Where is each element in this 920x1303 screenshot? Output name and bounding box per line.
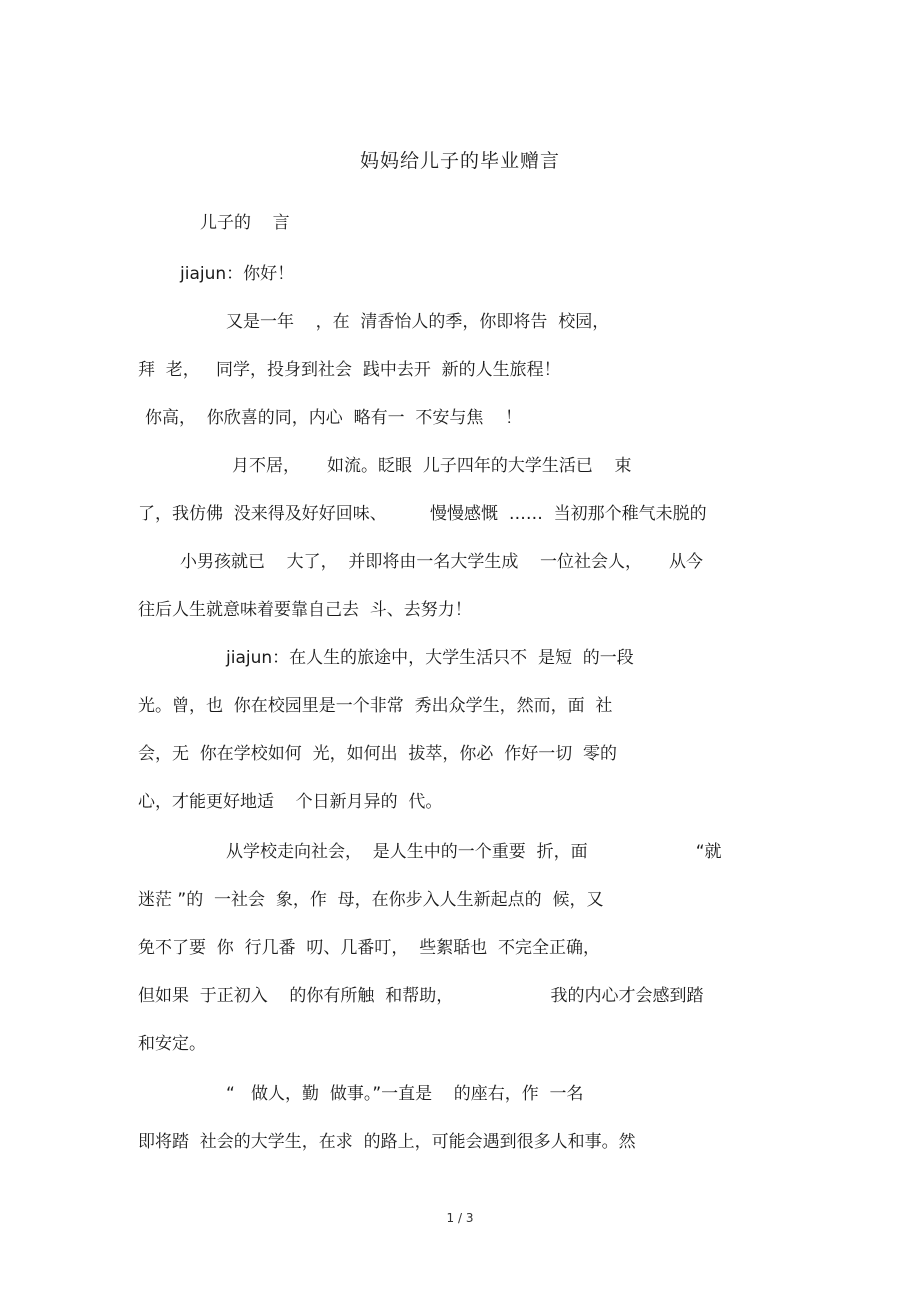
body-line: 但如果 于正初入 的你有所触 和帮助， 我的内心才会感到踏 [138, 986, 704, 1006]
body-line: 心，才能更好地适 个日新月异的 代。 [138, 792, 443, 812]
greeting-line: jiajun：你好！ [180, 264, 295, 284]
body-line: 了，我仿佛 没来得及好好回味、 慢慢感慨 …… 当初那个稚气未脱的 [138, 504, 707, 524]
body-line: jiajun：在人生的旅途中，大学生活只不 是短 的一段 [226, 648, 634, 668]
body-line: 免不了要 你 行几番 叨、几番叮， 些絮聒也 不完全正确， [138, 938, 601, 958]
body-line: 你高， 你欣喜的同，内心 略有一 不安与焦 ！ [145, 408, 523, 428]
body-line: 迷茫 ”的 一社会 象，作 母，在你步入人生新起点的 候，又 [138, 890, 604, 910]
body-line: “ 做人，勤 做事。”一直是 的座右，作 一名 [226, 1084, 584, 1104]
salutation-heading: 儿子的 言 [200, 213, 290, 233]
document-title: 妈妈给儿子的毕业赠言 [359, 150, 560, 172]
page-number: 1 / 3 [446, 1211, 474, 1225]
body-line: 拜 老， 同学，投身到社会 践中去开 新的人生旅程！ [138, 360, 561, 380]
body-line: 月不居， 如流。眨眼 儿子四年的大学生活已 束 [232, 456, 632, 476]
body-line: 往后人生就意味着要靠自己去 斗、去努力！ [138, 600, 472, 620]
body-line: 又是一年 ，在 清香怡人的季，你即将告 校园， [226, 312, 610, 332]
body-line: 光。曾，也 你在校园里是一个非常 秀出众学生，然而，面 社 [138, 696, 613, 716]
body-line: 和安定。 [138, 1034, 206, 1054]
body-line: 会，无 你在学校如何 光，如何出 拔萃，你必 作好一切 零的 [138, 744, 618, 764]
body-line: 小男孩就已 大了， 并即将由一名大学生成 一位社会人， 从今 [180, 552, 704, 572]
body-line: 即将踏 社会的大学生，在求 的路上，可能会遇到很多人和事。然 [138, 1132, 636, 1152]
body-line: 从学校走向社会， 是人生中的一个重要 折，面 “就 [226, 842, 722, 862]
